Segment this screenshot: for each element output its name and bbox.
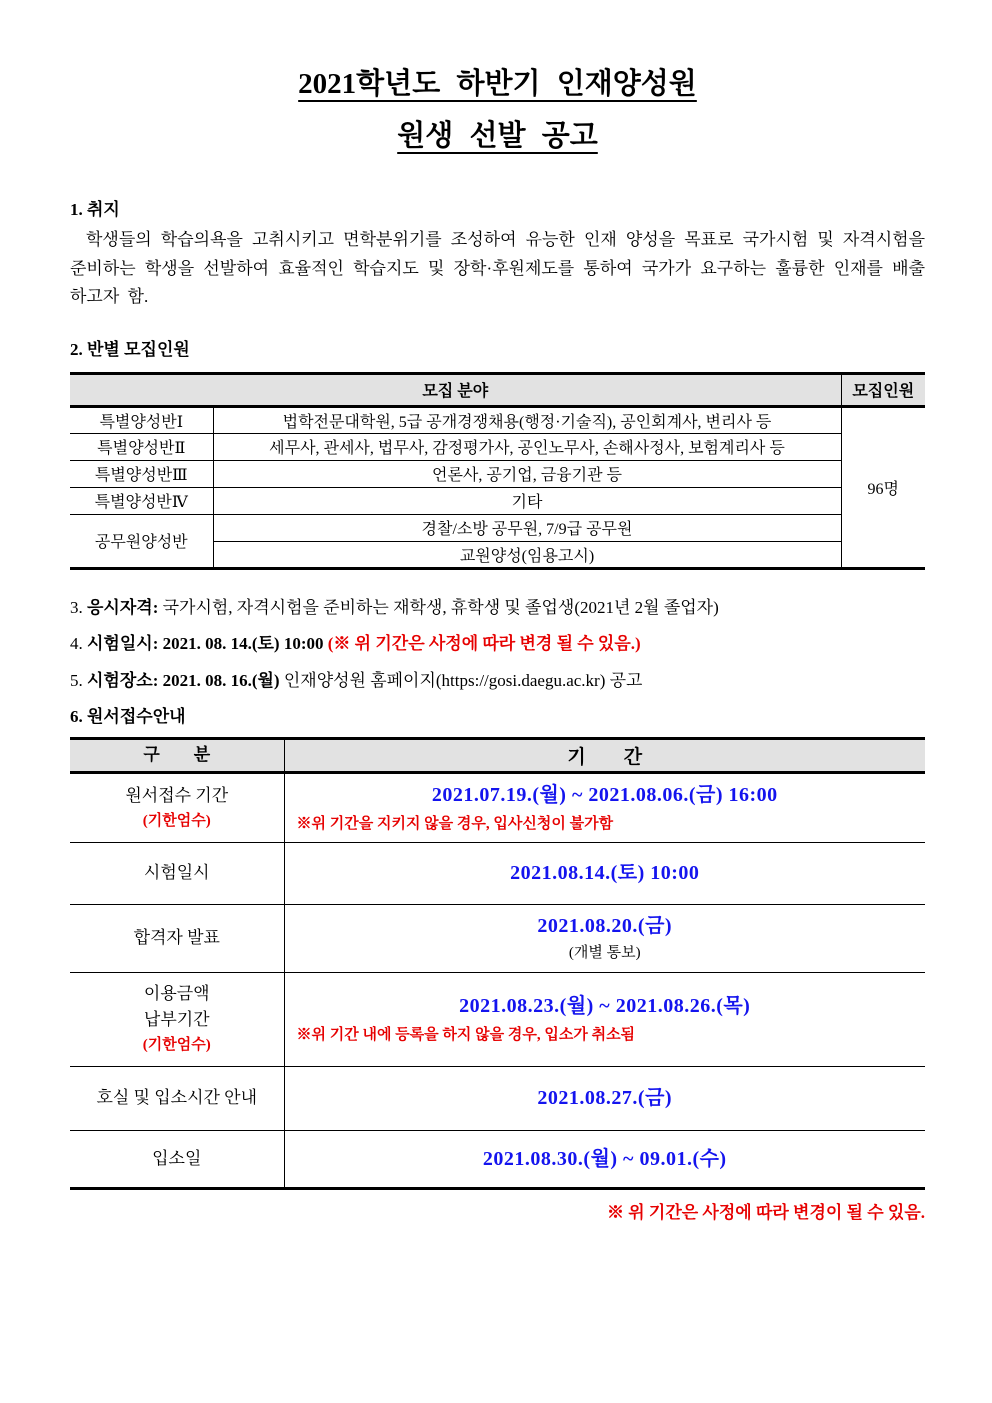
- schedule-period: [284, 904, 925, 972]
- category-label: 시험일시: [143, 863, 210, 882]
- schedule-col-period: 기 간: [284, 738, 925, 772]
- item-label: 시험일시: 2021. 08. 14.(토) 10:00: [87, 633, 324, 653]
- schedule-period: [284, 1066, 925, 1130]
- section-heading-purpose: 1. 취지: [70, 200, 120, 219]
- schedule-period: [284, 842, 925, 904]
- period-date: 2021.07.19.(월) ~ 2021.08.06.(금) 16:00: [431, 783, 778, 806]
- period-date: 2021.08.30.(월) ~ 09.01.(수): [482, 1147, 727, 1170]
- schedule-category: [70, 842, 284, 904]
- schedule-category: [70, 972, 284, 1066]
- period-date: 2021.08.23.(월) ~ 2021.08.26.(목): [459, 995, 751, 1017]
- title-line-1: 2021학년도 하반기 인재양성원: [298, 68, 697, 100]
- class-field: 교원양성(임용고시): [213, 541, 841, 568]
- quota-value: 96명: [867, 480, 899, 498]
- schedule-change-note: ※ 위 기간은 사정에 따라 변경이 될 수 있음.: [606, 1202, 925, 1222]
- class-field: 법학전문대학원, 5급 공개경쟁채용(행정·기술직), 공인회계사, 변리사 등: [213, 406, 841, 433]
- category-label: 납부기간: [143, 1010, 210, 1029]
- item-text: 국가시험, 자격시험을 준비하는 재학생, 휴학생 및 졸업생(2021년 2월 졸업자): [162, 597, 719, 617]
- exam-change-note: (※ 위 기간은 사정에 따라 변경 될 수 있음.): [327, 633, 641, 653]
- item-label: 시험장소: 2021. 08. 16.(월): [87, 670, 280, 690]
- schedule-period: [284, 1130, 925, 1188]
- table-row: [70, 1130, 925, 1188]
- schedule-table-header-row: [70, 738, 925, 772]
- table-row: [70, 904, 925, 972]
- item-label: 응시자격:: [87, 597, 159, 617]
- table-row: [70, 842, 925, 904]
- class-name: 특별양성반Ⅰ: [70, 406, 213, 433]
- category-label: 이용금액: [143, 984, 210, 1003]
- class-field: 언론사, 공기업, 금융기관 등: [213, 460, 841, 487]
- recruit-table: [70, 372, 925, 570]
- class-name: 특별양성반Ⅲ: [70, 460, 213, 487]
- item-exam-place: [70, 669, 925, 693]
- item-number: 4.: [70, 633, 83, 653]
- table-row: [70, 406, 925, 433]
- class-name: 특별양성반Ⅳ: [70, 487, 213, 514]
- title-line-2: 원생 선발 공고: [397, 120, 598, 152]
- section-heading-recruit: 2. 반별 모집인원: [70, 339, 190, 359]
- recruit-table-header-row: [70, 373, 925, 406]
- item-number: 3.: [70, 597, 83, 617]
- period-warning: ※위 기간 내에 등록을 하지 않을 경우, 입소가 취소됨: [296, 1027, 636, 1043]
- schedule-table: [70, 737, 925, 1190]
- document-title: [70, 58, 925, 162]
- recruit-col-quota: 모집인원: [841, 373, 925, 406]
- table-row: [70, 487, 925, 514]
- schedule-category: [70, 1066, 284, 1130]
- period-date: 2021.08.27.(금): [537, 1087, 673, 1109]
- schedule-period: [284, 972, 925, 1066]
- period-date: 2021.08.14.(토) 10:00: [510, 862, 700, 884]
- table-row: [70, 772, 925, 842]
- category-label: 입소일: [152, 1148, 202, 1168]
- deadline-note: (기한엄수): [142, 812, 211, 829]
- period-warning: ※위 기간을 지키지 않을 경우, 입사신청이 불가함: [296, 815, 614, 832]
- table-row: [70, 972, 925, 1066]
- schedule-category: [70, 904, 284, 972]
- category-label: 합격자 발표: [133, 928, 220, 947]
- schedule-category: [70, 1130, 284, 1188]
- schedule-col-category: 구 분: [70, 738, 284, 772]
- class-field: 세무사, 관세사, 법무사, 감정평가사, 공인노무사, 손해사정사, 보험계리사 등: [213, 433, 841, 460]
- category-label: 호실 및 입소시간 안내: [96, 1088, 258, 1107]
- item-text: 인재양성원 홈페이지(https://gosi.daegu.ac.kr) 공고: [283, 670, 643, 690]
- table-row: [70, 433, 925, 460]
- section-heading-apply: 6. 원서접수안내: [70, 706, 186, 726]
- class-field: 기타: [213, 487, 841, 514]
- period-date: 2021.08.20.(금): [537, 915, 673, 937]
- schedule-period: [284, 772, 925, 842]
- recruit-col-field: 모집 분야: [70, 373, 841, 406]
- deadline-note: (기한엄수): [142, 1037, 211, 1053]
- period-subnote: (개별 통보): [568, 945, 641, 961]
- class-field: 경찰/소방 공무원, 7/9급 공무원: [213, 514, 841, 541]
- class-name: 공무원양성반: [70, 514, 213, 568]
- table-row: [70, 514, 925, 541]
- item-exam-date: [70, 632, 925, 656]
- class-name: 특별양성반Ⅱ: [70, 433, 213, 460]
- item-eligibility: [70, 596, 925, 620]
- item-number: 5.: [70, 670, 83, 690]
- category-label: 원서접수 기간: [125, 785, 229, 805]
- schedule-category: [70, 772, 284, 842]
- purpose-paragraph: 학생들의 학습의욕을 고취시키고 면학분위기를 조성하여 유능한 인재 양성을 목표로 국가시험 및 자격시험을 준비하는 학생을 선발하여 효율적인 학습지도 및 장학·후원제도를 통하여 국가가 요구하는 훌륭한 인재를 배출하고자 함.: [70, 230, 925, 306]
- table-row: [70, 460, 925, 487]
- table-row: [70, 1066, 925, 1130]
